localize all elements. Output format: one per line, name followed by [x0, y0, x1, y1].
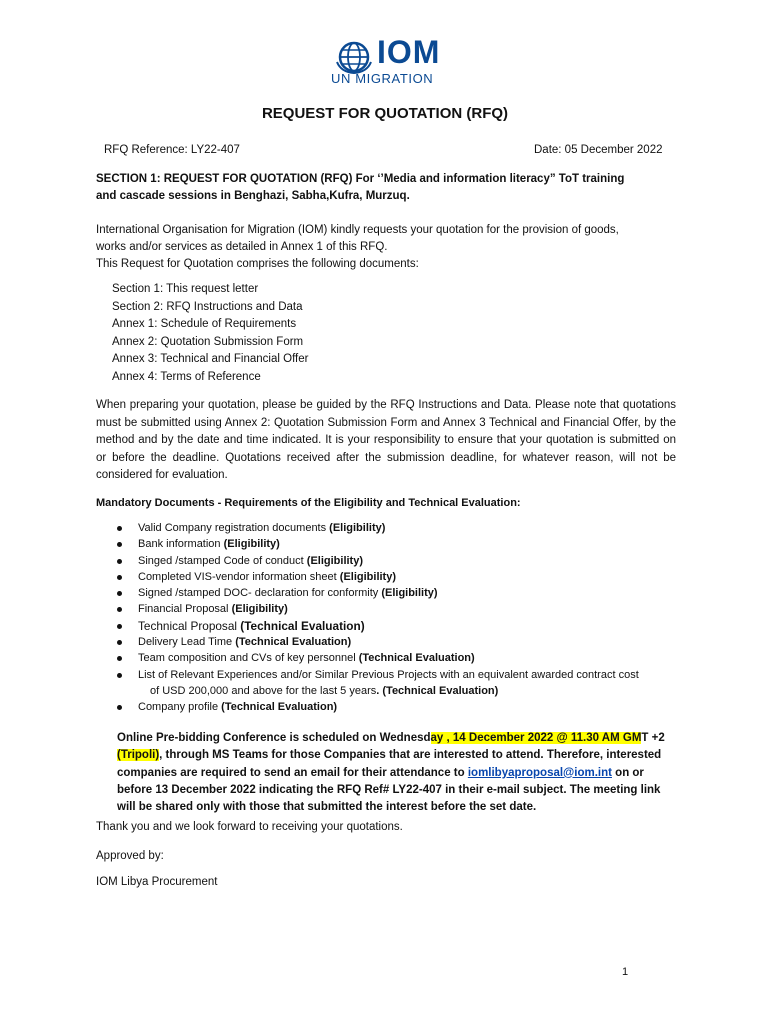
requirement-tag: (Eligibility) [223, 538, 280, 551]
requirements-list [117, 520, 677, 716]
bullet-icon [117, 542, 122, 547]
requirement-item [117, 569, 677, 585]
conference-text: , through MS Teams for those Companies that are interested to attend. Therefore, interested companies are required to send an email for their attendance to [117, 749, 662, 779]
bullet-icon [117, 705, 122, 710]
logo-wordmark: IOM [377, 34, 441, 70]
logo-subtitle: UN MIGRATION [331, 71, 434, 86]
list-item: Section 2: RFQ Instructions and Data [112, 300, 303, 313]
list-item: Section 1: This request letter [112, 283, 259, 295]
globe-icon [335, 40, 373, 74]
requirement-item [117, 553, 677, 569]
bullet-icon [117, 673, 122, 678]
conference-text: on or before 13 December 2022 indicating the RFQ Ref# LY22-407 in their e-mail subject. The meeting link will be shared only with those that submitted the interest before the set date. [117, 766, 661, 814]
mandatory-heading: Mandatory Documents - Requirements of the Eligibility and Technical Evaluation: [96, 497, 521, 509]
requirement-tag: (Technical Evaluation) [240, 618, 365, 633]
requirement-tag: (Eligibility) [306, 554, 364, 567]
requirement-text-continued: of USD 200,000 and above for the last 5 years [150, 684, 377, 697]
bullet-icon [117, 559, 122, 564]
requirement-text: List of Relevant Experiences and/or Similar Previous Projects with an equivalent awarded contract cost [138, 668, 639, 681]
requirement-item [117, 618, 677, 634]
bullet-icon [117, 575, 122, 580]
intro-line1: International Organisation for Migration (IOM) kindly requests your quotation for the provision of goods, [96, 224, 619, 236]
requirement-item [117, 536, 677, 552]
requirement-text: Company profile [138, 701, 222, 714]
bullet-icon [117, 656, 122, 661]
bullet-icon [117, 526, 122, 531]
requirement-text: Completed VIS-vendor information sheet [138, 570, 340, 583]
requirement-item [117, 634, 677, 650]
requirement-text: Valid Company registration documents [138, 522, 330, 534]
bullet-icon [117, 624, 122, 629]
section1-heading-line2: and cascade sessions in Benghazi, Sabha,Kufra, Murzuq. [96, 190, 410, 202]
thanks-line: Thank you and we look forward to receiving your quotations. [96, 821, 403, 833]
requirement-item [117, 667, 677, 700]
list-item: Annex 4: Terms of Reference [112, 370, 261, 383]
conference-notice [117, 730, 667, 816]
requirement-item [117, 699, 677, 715]
requirement-item [117, 650, 677, 666]
requirement-item [117, 585, 677, 601]
requirement-text: Financial Proposal [138, 603, 232, 616]
rfq-reference: RFQ Reference: LY22-407 [104, 144, 240, 156]
requirement-item [117, 601, 677, 617]
requirement-tag: (Technical Evaluation) [235, 636, 352, 649]
conference-text: T +2 [641, 732, 665, 744]
bullet-icon [117, 591, 122, 596]
approved-by-label: Approved by: [96, 850, 164, 862]
requirement-tag: (Eligibility) [381, 587, 438, 600]
requirement-tag: . (Technical Evaluation) [376, 684, 499, 697]
requirement-tag: (Technical Evaluation) [358, 652, 475, 665]
documents-list [112, 281, 308, 386]
requirement-text: Team composition and CVs of key personnel [138, 652, 359, 665]
signatory: IOM Libya Procurement [96, 876, 218, 888]
document-title: REQUEST FOR QUOTATION (RFQ) [261, 105, 509, 122]
list-item: Annex 2: Quotation Submission Form [112, 335, 304, 348]
requirement-text: Delivery Lead Time [138, 636, 236, 649]
conference-date-highlight: ay , 14 December 2022 @ 11.30 AM GM [430, 732, 642, 744]
requirement-tag: (Eligibility) [329, 522, 386, 534]
requirement-tag: (Eligibility) [339, 570, 397, 583]
rfq-date: Date: 05 December 2022 [534, 144, 663, 156]
requirement-item [117, 520, 677, 536]
bullet-icon [117, 640, 122, 645]
requirement-text: Bank information [138, 538, 224, 551]
intro-line2: works and/or services as detailed in Annex 1 of this RFQ. [96, 241, 388, 253]
requirement-tag: (Technical Evaluation) [221, 701, 338, 714]
iom-logo [331, 34, 441, 86]
guidance-paragraph: When preparing your quotation, please be guided by the RFQ Instructions and Data. Please note that quotations must be submitted using Annex 2: Quotation Submission Form and Annex 3 Technical and Financial Offer, by the method and by the date and time indicated. It is your responsibility to ensure that your quotation is submitted on or before the deadline. Quotations received after the submission deadline, for whatever reason, will not be considered for evaluation. [96, 399, 676, 481]
requirement-tag: (Eligibility) [231, 603, 288, 616]
list-item: Annex 3: Technical and Financial Offer [112, 353, 309, 365]
conference-text: Online Pre-bidding Conference is scheduled on Wednesd [117, 732, 431, 744]
list-item: Annex 1: Schedule of Requirements [112, 318, 297, 330]
requirement-text: Technical Proposal [138, 618, 241, 633]
bullet-icon [117, 607, 122, 612]
intro-line3: This Request for Quotation comprises the following documents: [96, 258, 419, 270]
conference-location-highlight: (Tripoli) [117, 749, 160, 762]
page-number: 1 [622, 966, 629, 978]
email-link[interactable]: iomlibyaproposal@iom.int [467, 766, 612, 779]
section1-heading-line1: SECTION 1: REQUEST FOR QUOTATION (RFQ) For ‘’Media and information literacy” ToT training [96, 173, 625, 185]
requirement-text: Singed /stamped Code of conduct [138, 554, 307, 567]
requirement-text: Signed /stamped DOC- declaration for conformity [138, 587, 382, 600]
